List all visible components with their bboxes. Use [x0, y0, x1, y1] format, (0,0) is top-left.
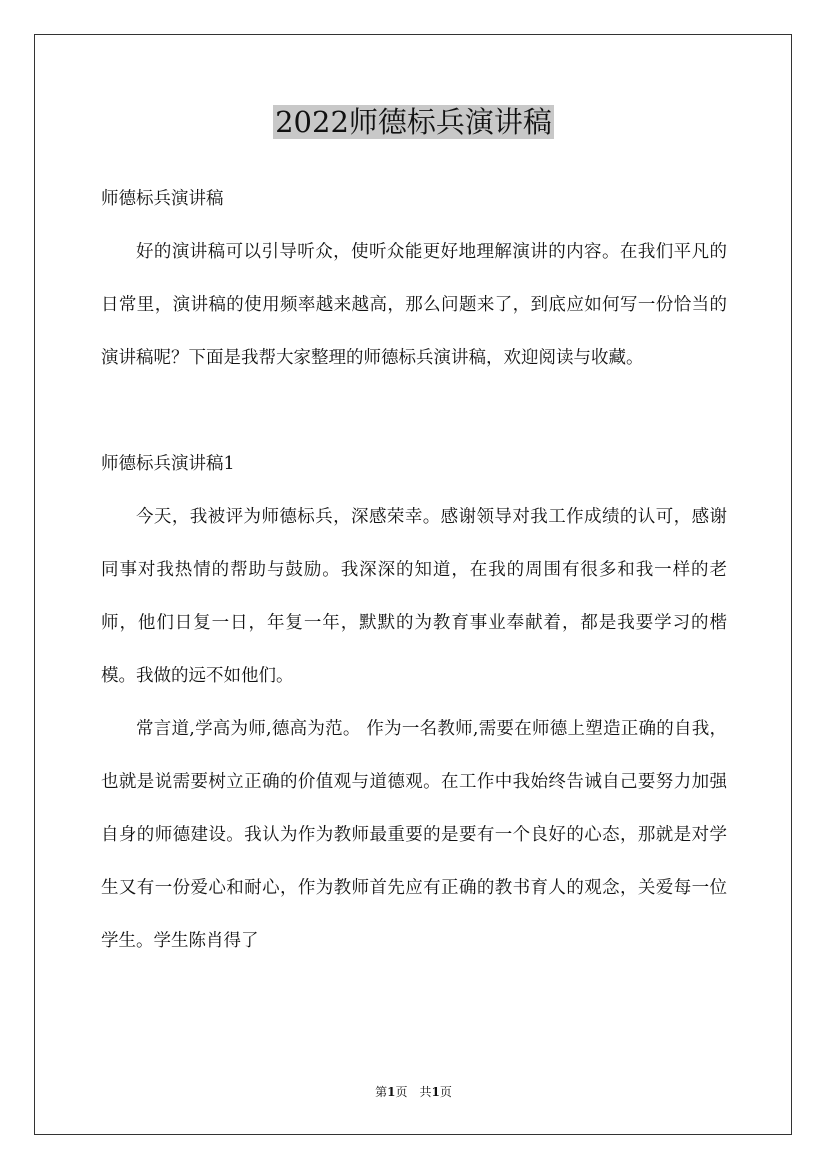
- document-title-text: 2022师德标兵演讲稿: [275, 105, 552, 139]
- paragraph-intro: 好的演讲稿可以引导听众，使听众能更好地理解演讲的内容。在我们平凡的日常里，演讲稿的使用频率越来越高，那么问题来了，到底应如何写一份恰当的演讲稿呢？下面是我帮大家整理的师德标兵演讲稿，欢迎阅读与收藏。: [101, 242, 727, 368]
- section-heading-speech-1: 师德标兵演讲稿1: [101, 454, 235, 474]
- page-suffix: 页: [395, 1085, 408, 1099]
- page-number: 1: [387, 1085, 396, 1099]
- document-title: [0, 100, 827, 144]
- document-body: [101, 173, 727, 968]
- section-heading-intro: 师德标兵演讲稿: [101, 189, 224, 209]
- total-prefix: 共: [419, 1085, 432, 1099]
- paragraph-speech-1-1: 今天，我被评为师德标兵，深感荣幸。感谢领导对我工作成绩的认可，感谢同事对我热情的帮助与鼓励。我深深的知道，在我的周围有很多和我一样的老师，他们日复一日，年复一年，默默的为教育事业奉献着，都是我要学习的楷模。我做的远不如他们。: [101, 507, 727, 686]
- paragraph-speech-1-2: 常言道,学高为师,德高为范。 作为一名教师,需要在师德上塑造正确的自我，也就是说需要树立正确的价值观与道德观。在工作中我始终告诫自己要努力加强自身的师德建设。我认为作为教师最重要的是要有一个良好的心态，那就是对学生又有一份爱心和耐心，作为教师首先应有正确的教书育人的观念，关爱每一位学生。学生陈肖得了: [101, 719, 727, 951]
- page-prefix: 第: [375, 1085, 388, 1099]
- page-footer: [0, 1082, 827, 1102]
- blank-line: [101, 385, 727, 438]
- total-pages: 1: [431, 1085, 440, 1099]
- total-suffix: 页: [439, 1085, 452, 1099]
